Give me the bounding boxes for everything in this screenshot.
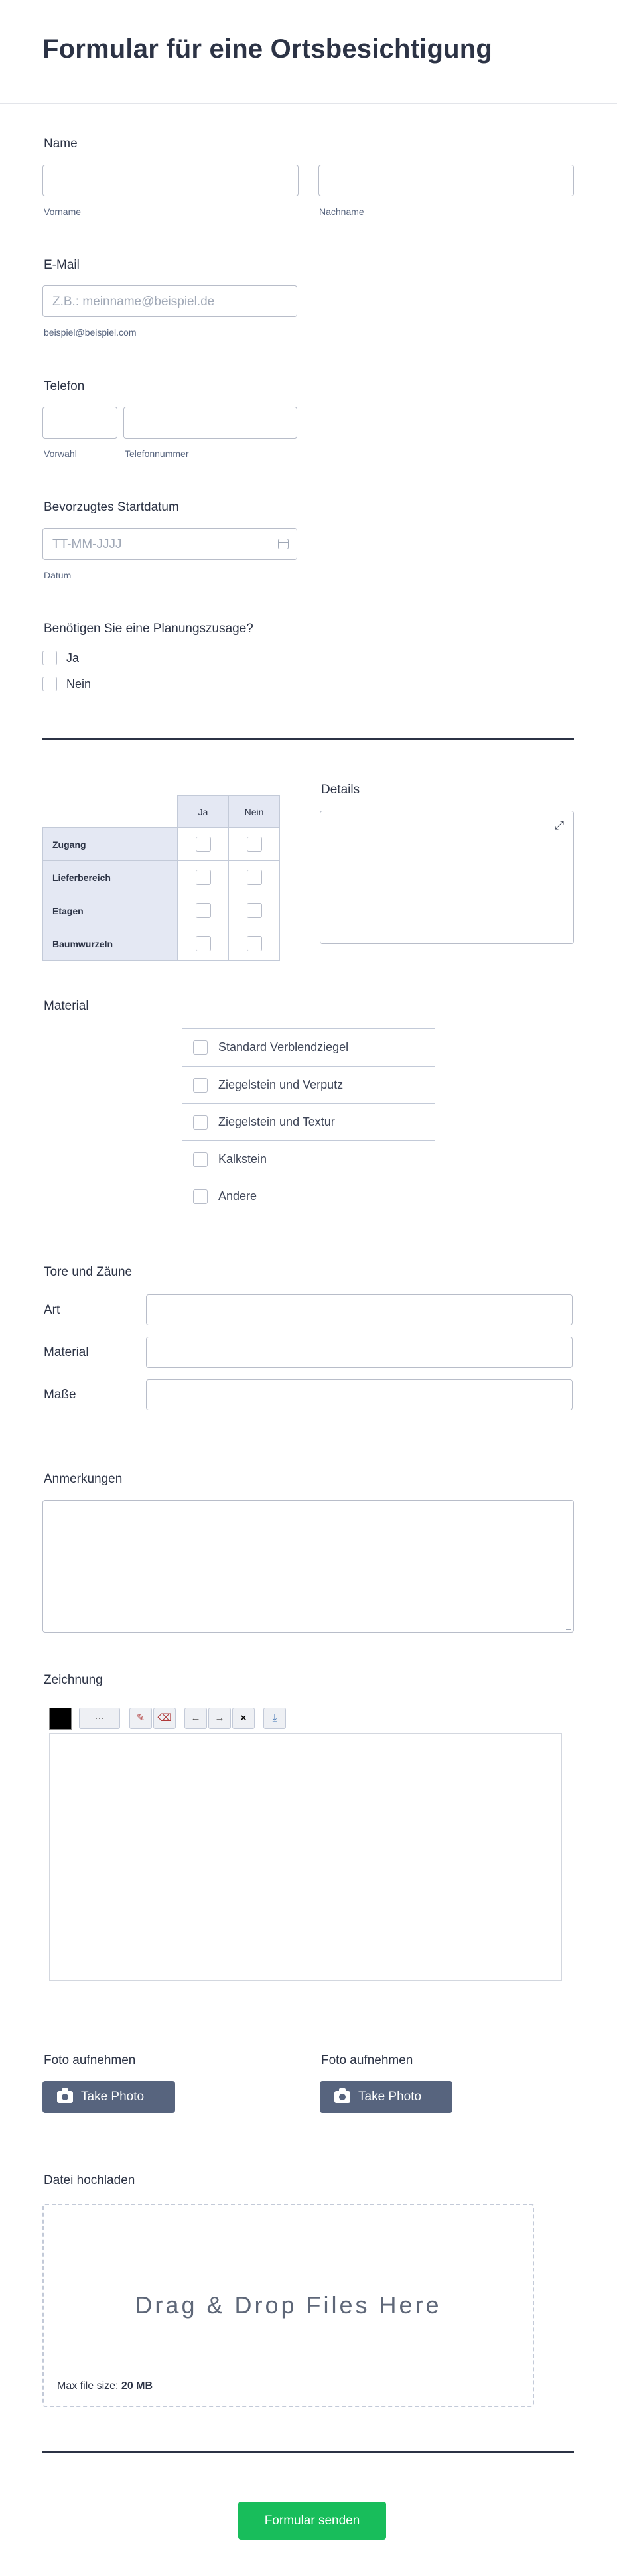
- email-placeholder: Z.B.: meinname@beispiel.de: [52, 295, 215, 308]
- matrix-cell[interactable]: [178, 861, 229, 894]
- email-label: E-Mail: [44, 258, 80, 272]
- first-name-sublabel: Vorname: [44, 206, 82, 217]
- matrix-cell[interactable]: [229, 927, 280, 961]
- camera-icon: [334, 2091, 350, 2103]
- gates-label: Tore und Zäune: [44, 1265, 133, 1279]
- permit-label: Benötigen Sie eine Planungszusage?: [44, 622, 253, 636]
- material-checkbox[interactable]: [193, 1115, 208, 1130]
- gates-row-label: Art: [44, 1303, 60, 1317]
- matrix-checkbox[interactable]: [247, 870, 262, 885]
- pen-icon[interactable]: ✎: [129, 1708, 152, 1729]
- stroke-width-button[interactable]: ···: [79, 1708, 120, 1729]
- start-date-sublabel: Datum: [44, 570, 72, 580]
- matrix-col-nein: Nein: [229, 796, 280, 828]
- section-divider: [42, 2451, 574, 2453]
- take-photo-label: Take Photo: [358, 2090, 422, 2104]
- permit-no-label: Nein: [66, 677, 92, 691]
- matrix-row-label: Etagen: [43, 894, 178, 927]
- drawing-canvas[interactable]: [49, 1733, 562, 1981]
- notes-textarea[interactable]: [42, 1500, 574, 1633]
- file-dropzone[interactable]: [42, 2204, 534, 2407]
- max-file-size-label: Max file size:: [57, 2380, 119, 2392]
- first-name-input[interactable]: [42, 165, 299, 196]
- submit-button[interactable]: Formular senden: [238, 2502, 386, 2540]
- email-sublabel: beispiel@beispiel.com: [44, 327, 137, 338]
- matrix-checkbox[interactable]: [196, 837, 211, 852]
- material-option[interactable]: [182, 1029, 435, 1066]
- gates-material-input[interactable]: [146, 1337, 573, 1368]
- undo-icon[interactable]: ←: [184, 1708, 207, 1729]
- form-header: [0, 0, 617, 104]
- matrix-checkbox[interactable]: [196, 870, 211, 885]
- clear-icon[interactable]: ×: [232, 1708, 255, 1729]
- material-option-label: Andere: [218, 1189, 257, 1203]
- notes-label: Anmerkungen: [44, 1472, 123, 1486]
- name-label: Name: [44, 137, 78, 151]
- matrix-cell[interactable]: [229, 828, 280, 861]
- details-label: Details: [321, 783, 360, 797]
- material-option[interactable]: [182, 1178, 435, 1215]
- eraser-icon[interactable]: ⌫: [153, 1708, 176, 1729]
- material-option[interactable]: [182, 1140, 435, 1178]
- matrix-checkbox[interactable]: [247, 936, 262, 951]
- matrix-checkbox[interactable]: [196, 903, 211, 918]
- matrix-col-ja: Ja: [178, 796, 229, 828]
- calendar-icon[interactable]: [278, 539, 289, 549]
- matrix-row-label: Baumwurzeln: [43, 927, 178, 961]
- gates-row-label: Maße: [44, 1388, 76, 1402]
- matrix-row-label: Lieferbereich: [43, 861, 178, 894]
- permit-no-checkbox[interactable]: [42, 677, 57, 691]
- photo-label: Foto aufnehmen: [44, 2053, 136, 2067]
- material-options: [182, 1028, 435, 1215]
- phone-label: Telefon: [44, 379, 85, 393]
- matrix-checkbox[interactable]: [247, 837, 262, 852]
- gates-row-label: Material: [44, 1345, 89, 1359]
- resize-handle[interactable]: [566, 1625, 571, 1630]
- material-option[interactable]: [182, 1103, 435, 1140]
- dropzone-text: Drag & Drop Files Here: [135, 2291, 442, 2319]
- drawing-label: Zeichnung: [44, 1673, 103, 1687]
- max-file-size-value: 20 MB: [121, 2380, 153, 2392]
- section-divider: [42, 738, 574, 740]
- details-textarea[interactable]: [320, 811, 574, 944]
- email-input[interactable]: [42, 285, 297, 317]
- permit-yes-label: Ja: [66, 651, 80, 665]
- last-name-sublabel: Nachname: [319, 206, 364, 217]
- material-checkbox[interactable]: [193, 1078, 208, 1093]
- phone-number-sublabel: Telefonnummer: [125, 448, 189, 459]
- matrix-checkbox[interactable]: [196, 936, 211, 951]
- gates-type-input[interactable]: [146, 1294, 573, 1325]
- matrix-corner: [43, 796, 178, 828]
- matrix-cell[interactable]: [178, 894, 229, 927]
- material-label: Material: [44, 999, 89, 1013]
- redo-icon[interactable]: →: [208, 1708, 231, 1729]
- take-photo-label: Take Photo: [81, 2090, 145, 2104]
- last-name-input[interactable]: [318, 165, 574, 196]
- matrix-row-label: Zugang: [43, 828, 178, 861]
- take-photo-button[interactable]: [320, 2081, 452, 2113]
- photo-label: Foto aufnehmen: [321, 2053, 413, 2067]
- material-checkbox[interactable]: [193, 1152, 208, 1167]
- material-option[interactable]: [182, 1066, 435, 1103]
- max-file-size: [57, 2380, 153, 2392]
- camera-icon: [57, 2091, 73, 2103]
- matrix-cell[interactable]: [178, 927, 229, 961]
- area-code-input[interactable]: [42, 407, 117, 439]
- date-placeholder: TT-MM-JJJJ: [52, 537, 122, 551]
- permit-yes-checkbox[interactable]: [42, 651, 57, 665]
- material-option-label: Standard Verblendziegel: [218, 1040, 349, 1053]
- upload-label: Datei hochladen: [44, 2173, 135, 2187]
- matrix-cell[interactable]: [178, 828, 229, 861]
- phone-number-input[interactable]: [123, 407, 297, 439]
- page-title: Formular für eine Ortsbesichtigung: [42, 34, 492, 64]
- color-swatch[interactable]: [49, 1708, 72, 1730]
- matrix-cell[interactable]: [229, 861, 280, 894]
- take-photo-button[interactable]: [42, 2081, 175, 2113]
- expand-icon[interactable]: ⤢: [554, 819, 565, 832]
- matrix-checkbox[interactable]: [247, 903, 262, 918]
- matrix-cell[interactable]: [229, 894, 280, 927]
- material-checkbox[interactable]: [193, 1040, 208, 1055]
- download-icon[interactable]: ⤓: [263, 1708, 286, 1729]
- start-date-label: Bevorzugtes Startdatum: [44, 500, 179, 514]
- start-date-input[interactable]: [42, 528, 297, 560]
- material-option-label: Ziegelstein und Textur: [218, 1115, 335, 1128]
- gates-dimensions-input[interactable]: [146, 1379, 573, 1410]
- material-checkbox[interactable]: [193, 1189, 208, 1204]
- material-option-label: Kalkstein: [218, 1152, 267, 1166]
- material-option-label: Ziegelstein und Verputz: [218, 1078, 344, 1091]
- area-code-sublabel: Vorwahl: [44, 448, 77, 459]
- condition-matrix: [42, 795, 280, 961]
